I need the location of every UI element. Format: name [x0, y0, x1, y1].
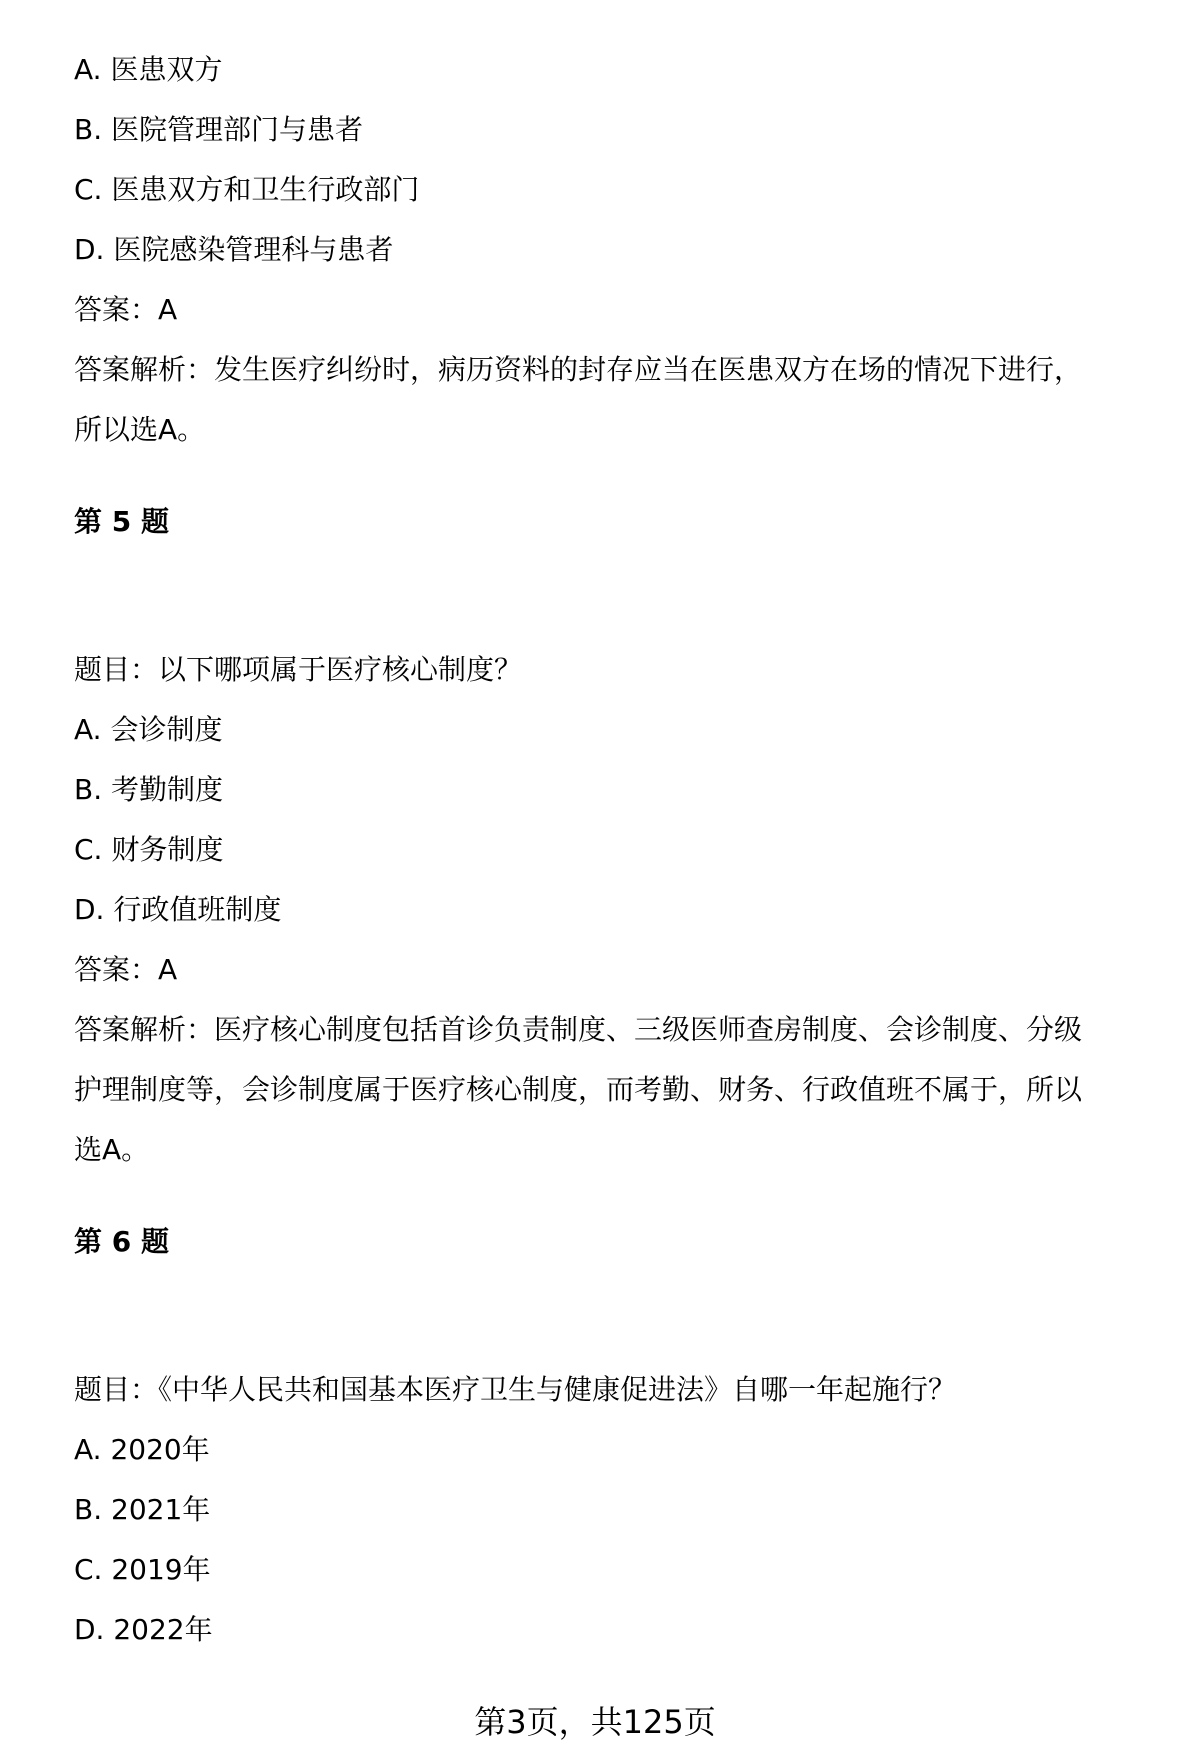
- q6-option-c: C. 2019年: [74, 1553, 211, 1586]
- q5-question: 题目：以下哪项属于医疗核心制度？: [74, 653, 523, 686]
- q5-option-b: B. 考勤制度: [74, 773, 224, 806]
- q5-explanation-line-2: 护理制度等，会诊制度属于医疗核心制度，而考勤、财务、行政值班不属于，所以: [74, 1073, 1083, 1106]
- q4-option-d: D. 医院感染管理科与患者: [74, 233, 394, 266]
- q5-option-a: A. 会诊制度: [74, 713, 223, 746]
- q5-option-c: C. 财务制度: [74, 833, 224, 866]
- q4-explanation-line-1: 答案解析：发生医疗纠纷时，病历资料的封存应当在医患双方在场的情况下进行，: [74, 353, 1083, 386]
- q4-option-b: B. 医院管理部门与患者: [74, 113, 364, 146]
- q4-option-c: C. 医患双方和卫生行政部门: [74, 173, 420, 206]
- q6-option-b: B. 2021年: [74, 1493, 211, 1526]
- q6-option-d: D. 2022年: [74, 1613, 213, 1646]
- page-number-footer: 第3页，共125页: [474, 1703, 716, 1741]
- q5-answer: 答案：A: [74, 953, 178, 986]
- q4-explanation-line-2: 所以选A。: [74, 413, 206, 446]
- q4-answer: 答案：A: [74, 293, 178, 326]
- q6-option-a: A. 2020年: [74, 1433, 210, 1466]
- q4-option-a: A. 医患双方: [74, 53, 223, 86]
- q6-heading: 第 6 题: [74, 1225, 169, 1258]
- q5-explanation-line-3: 选A。: [74, 1133, 150, 1166]
- q5-explanation-line-1: 答案解析：医疗核心制度包括首诊负责制度、三级医师查房制度、会诊制度、分级: [74, 1013, 1083, 1046]
- q5-heading: 第 5 题: [74, 505, 169, 538]
- q6-question: 题目：《中华人民共和国基本医疗卫生与健康促进法》自哪一年起施行？: [74, 1373, 957, 1406]
- q5-option-d: D. 行政值班制度: [74, 893, 282, 926]
